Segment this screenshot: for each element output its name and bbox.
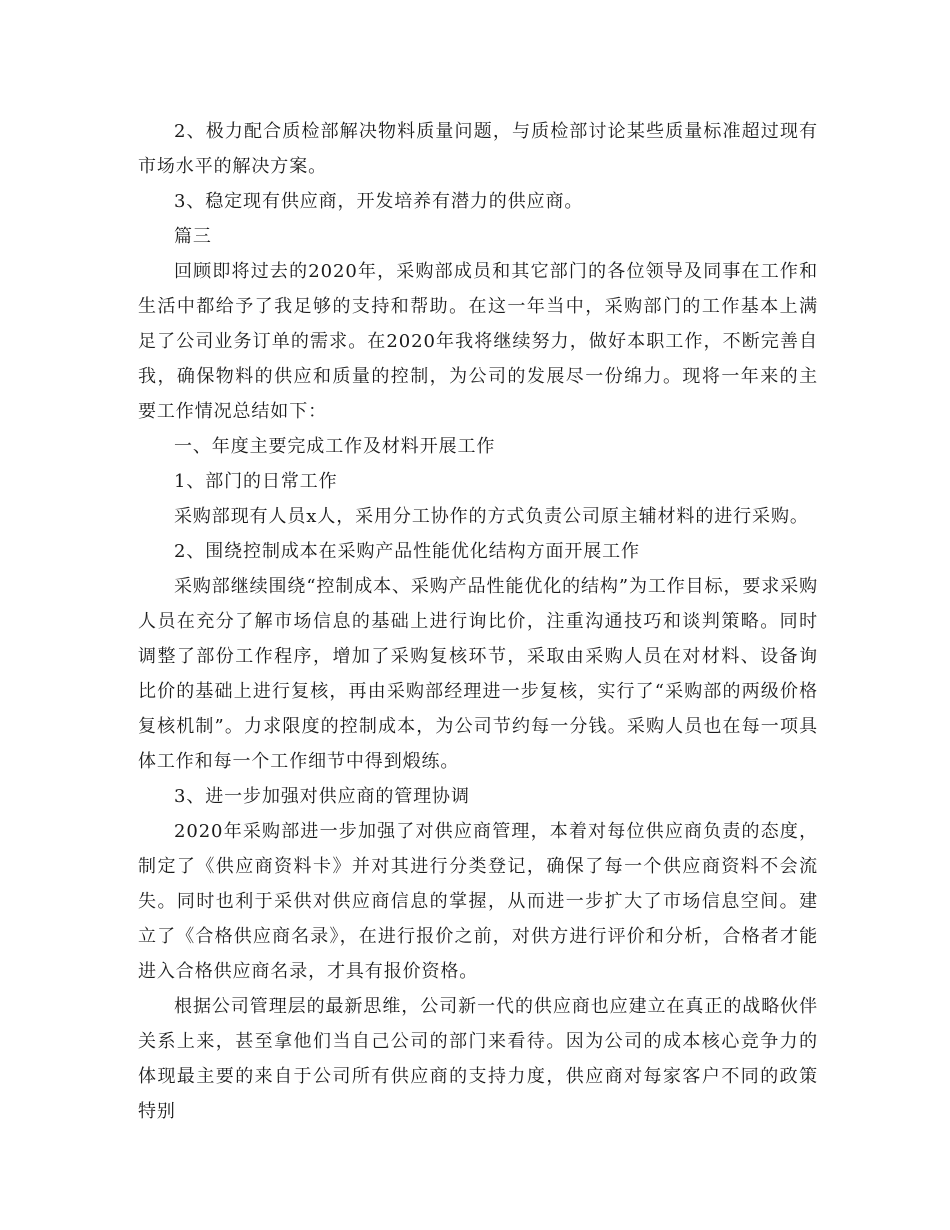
paragraph-staff: 采购部现有人员x人，采用分工协作的方式负责公司原主辅材料的进行采购。 xyxy=(174,506,809,527)
paragraph-strategic-partners: 根据公司管理层的最新思维，公司新一代的供应商也应建立在真正的战略伙伴关系上来，甚至拿他们当自己公司的部门来看待。因为公司的成本核心竞争力的体现最主要的来自于公司所有供应商的支持力度，供应商对每家客户不同的政策特别 xyxy=(138,996,818,1122)
paragraph-item-3-suppliers: 3、稳定现有供应商，开发培养有潜力的供应商。 xyxy=(174,191,584,212)
document-body xyxy=(138,114,818,1129)
paragraph-supplier-management: 2020年采购部进一步加强了对供应商管理，本着对每位供应商负责的态度，制定了《供应商资料卡》并对其进行分类登记，确保了每一个供应商资料不会流失。同时也利于采供对供应商信息的掌握，从而进一步扩大了市场信息空间。建立了《合格供应商名录》，在进行报价之前，对供方进行评价和分析，合格者才能进入合格供应商名录，才具有报价资格。 xyxy=(138,821,818,982)
heading-annual-work: 一、年度主要完成工作及材料开展工作 xyxy=(174,436,496,457)
paragraph-item-2-quality: 2、极力配合质检部解决物料质量问题，与质检部讨论某些质量标准超过现有市场水平的解决方案。 xyxy=(138,121,818,177)
heading-daily-work: 1、部门的日常工作 xyxy=(174,471,338,492)
section-heading-pian-san: 篇三 xyxy=(174,226,212,247)
paragraph-review-intro: 回顾即将过去的2020年，采购部成员和其它部门的各位领导及同事在工作和生活中都给予了我足够的支持和帮助。在这一年当中，采购部门的工作基本上满足了公司业务订单的需求。在2020年我将继续努力，做好本职工作，不断完善自我，确保物料的供应和质量的控制，为公司的发展尽一份绵力。现将一年来的主要工作情况总结如下： xyxy=(138,261,818,422)
paragraph-cost-control: 采购部继续围绕“控制成本、采购产品性能优化的结构”为工作目标，要求采购人员在充分了解市场信息的基础上进行询比价，注重沟通技巧和谈判策略。同时调整了部份工作程序，增加了采购复核环节，采取由采购人员在对材料、设备询比价的基础上进行复核，再由采购部经理进一步复核，实行了“采购部的两级价格复核机制”。力求限度的控制成本，为公司节约每一分钱。采购人员也在每一项具体工作和每一个工作细节中得到煅练。 xyxy=(138,576,818,772)
heading-cost-control: 2、围绕控制成本在采购产品性能优化结构方面开展工作 xyxy=(174,541,640,562)
heading-supplier-management: 3、进一步加强对供应商的管理协调 xyxy=(174,786,470,807)
